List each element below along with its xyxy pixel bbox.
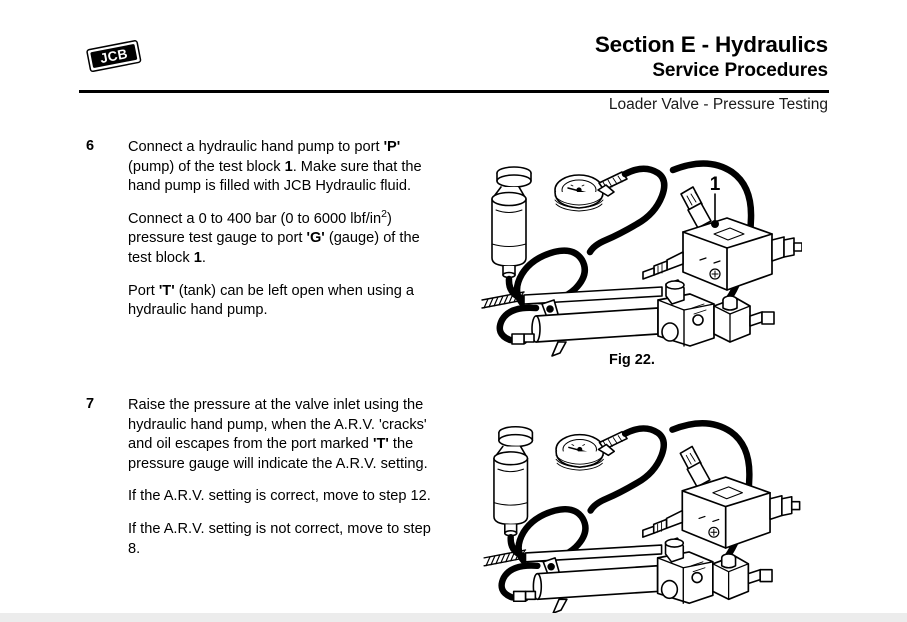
page-title: Section E - Hydraulics <box>594 32 828 57</box>
step-paragraph: Port 'T' (tank) can be left open when using a hydraulic hand pump. <box>128 282 415 319</box>
step-6 <box>86 138 436 321</box>
step-paragraph: Connect a hydraulic hand pump to port 'P' (pump) of the test block 1. Make sure that the hand pump is filled with JCB Hydraulic fluid. <box>128 139 422 195</box>
section-subtitle: Loader Valve - Pressure Testing <box>608 96 828 113</box>
header-rule <box>79 90 829 93</box>
figure-22-caption: Fig 22. <box>609 352 655 368</box>
jcb-logo <box>86 38 142 76</box>
header-titles <box>595 32 828 83</box>
step-text <box>128 138 436 321</box>
callout-label-1: 1 <box>709 174 721 195</box>
step-paragraph: Raise the pressure at the valve inlet using the hydraulic hand pump, when the A.R.V. 'cracks' and oil escapes from the port marked 'T' the pressure gauge will indicate the A.R.V. setting. <box>128 397 428 472</box>
step-number: 6 <box>86 138 95 154</box>
step-paragraph: Connect a 0 to 400 bar (0 to 6000 lbf/$in^2$) pressure test gauge to port 'G' (gauge) of the test block 1. <box>128 207 420 266</box>
page-bottom-band <box>0 613 907 622</box>
figure-22-hydraulic-test-rig <box>462 148 802 363</box>
figure-23-hydraulic-test-rig <box>462 408 802 620</box>
step-paragraph: If the A.R.V. setting is correct, move to step 12. <box>128 488 431 505</box>
step-paragraph: If the A.R.V. setting is not correct, move to step 8. <box>128 520 431 557</box>
step-number: 7 <box>86 396 95 412</box>
step-text <box>128 396 436 559</box>
svg-text:JCB: JCB <box>98 46 129 67</box>
step-7 <box>86 396 436 559</box>
page-subtitle-service: Service Procedures <box>652 60 828 81</box>
